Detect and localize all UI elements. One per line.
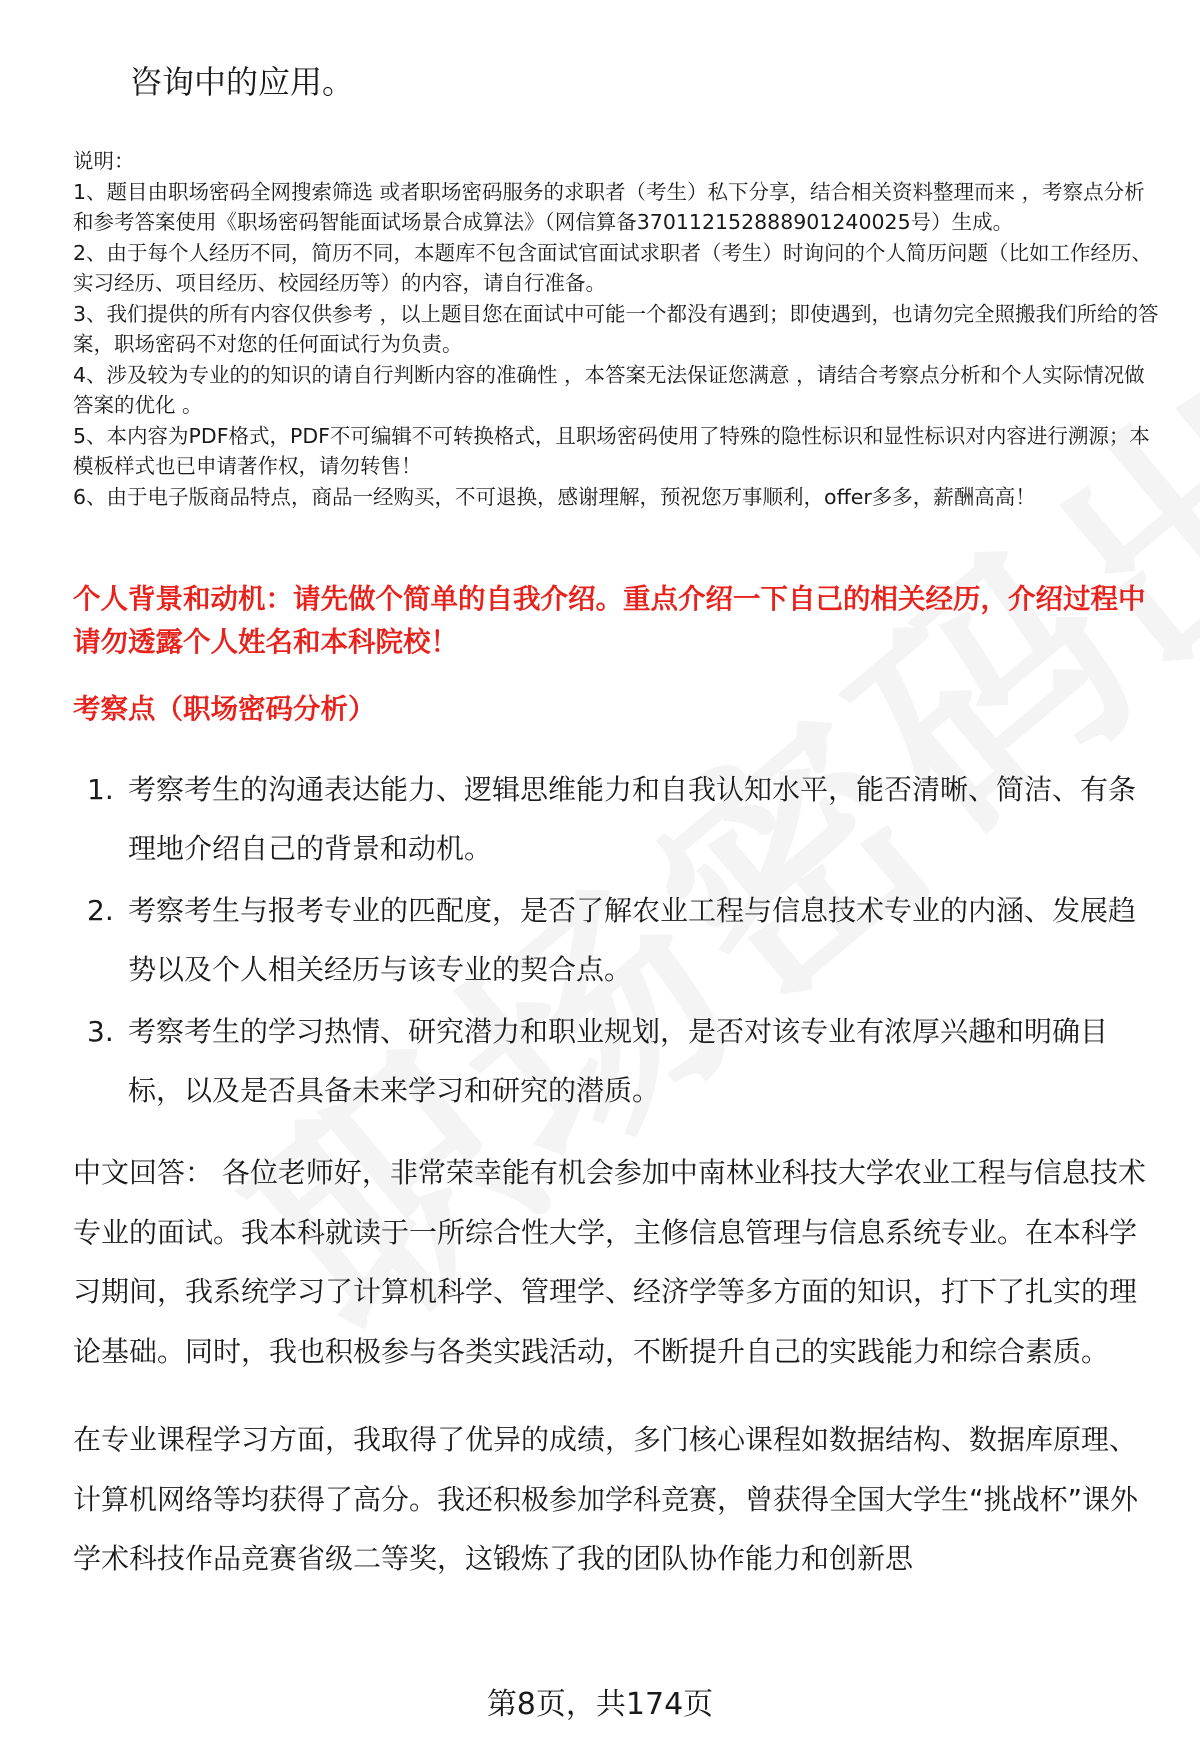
- note-item: 5、本内容为PDF格式，PDF不可编辑不可转换格式，且职场密码使用了特殊的隐性标识和显性标识对内容进行溯源；本模板样式也已申请著作权，请勿转售！: [73, 423, 1150, 478]
- note-item: 4、涉及较为专业的的知识的请自行判断内容的准确性 ，本答案无法保证您满意 ，请结合考察点分析和个人实际情况做答案的优化 。: [73, 362, 1145, 417]
- answer-paragraph: 在专业课程学习方面，我取得了优异的成绩，多门核心课程如数据结构、数据库原理、计算机网络等均获得了高分。我还积极参加学科竞赛，曾获得全国大学生“挑战杯”课外学术科技作品竞赛省级二等奖，这锻炼了我的团队协作能力和创新思: [73, 1423, 1139, 1575]
- notes-title: 说明：: [73, 149, 135, 173]
- answer-section: [73, 1143, 1163, 1589]
- analysis-point: [73, 760, 1163, 878]
- note-item: 1、题目由职场密码全网搜索筛选 或者职场密码服务的求职者（考生）私下分享，结合相关资料整理而来 ，考察点分析和参考答案使用《职场密码智能面试场景合成算法》（网信算备370112152888901240025号）生成。: [73, 179, 1145, 234]
- point-text: 考察考生与报考专业的匹配度，是否了解农业工程与信息技术专业的内涵、发展趋势以及个人相关经历与该专业的契合点。: [128, 894, 1137, 986]
- point-text: 考察考生的沟通表达能力、逻辑思维能力和自我认知水平，能否清晰、简洁、有条理地介绍自己的背景和动机。: [128, 773, 1137, 865]
- notes-section: [73, 146, 1163, 512]
- analysis-heading: 考察点（职场密码分析）: [73, 693, 376, 725]
- analysis-point: [73, 881, 1163, 999]
- note-item: 6、由于电子版商品特点，商品一经购买，不可退换，感谢理解，预祝您万事顺利，offer多多，薪酬高高！: [73, 484, 1036, 509]
- answer-paragraph: 中文回答： 各位老师好，非常荣幸能有机会参加中南林业科技大学农业工程与信息技术专业的面试。我本科就读于一所综合性大学，主修信息管理与信息系统专业。在本科学习期间，我系统学习了计算机科学、管理学、经济学等多方面的知识，打下了扎实的理论基础。同时，我也积极参与各类实践活动，不断提升自己的实践能力和综合素质。: [73, 1156, 1146, 1368]
- point-number: 3.: [87, 1015, 114, 1048]
- point-number: 2.: [87, 894, 114, 927]
- interview-question: 个人背景和动机：请先做个简单的自我介绍。重点介绍一下自己的相关经历，介绍过程中请勿透露个人姓名和本科院校！: [73, 583, 1146, 658]
- point-number: 1.: [87, 773, 114, 806]
- carry-over-text: 咨询中的应用。: [130, 63, 355, 101]
- point-text: 考察考生的学习热情、研究潜力和职业规划，是否对该专业有浓厚兴趣和明确目标，以及是否具备未来学习和研究的潜质。: [128, 1015, 1109, 1107]
- note-item: 2、由于每个人经历不同，简历不同，本题库不包含面试官面试求职者（考生）时询问的个人简历问题（比如工作经历、实习经历、项目经历、校园经历等）的内容，请自行准备。: [73, 240, 1153, 295]
- note-item: 3、我们提供的所有内容仅供参考 ，以上题目您在面试中可能一个都没有遇到；即使遇到，也请勿完全照搬我们所给的答案，职场密码不对您的任何面试行为负责。: [73, 301, 1159, 356]
- page-number: 第8页，共174页: [486, 1687, 714, 1722]
- analysis-point: [73, 1002, 1163, 1120]
- analysis-points-list: [73, 760, 1163, 1123]
